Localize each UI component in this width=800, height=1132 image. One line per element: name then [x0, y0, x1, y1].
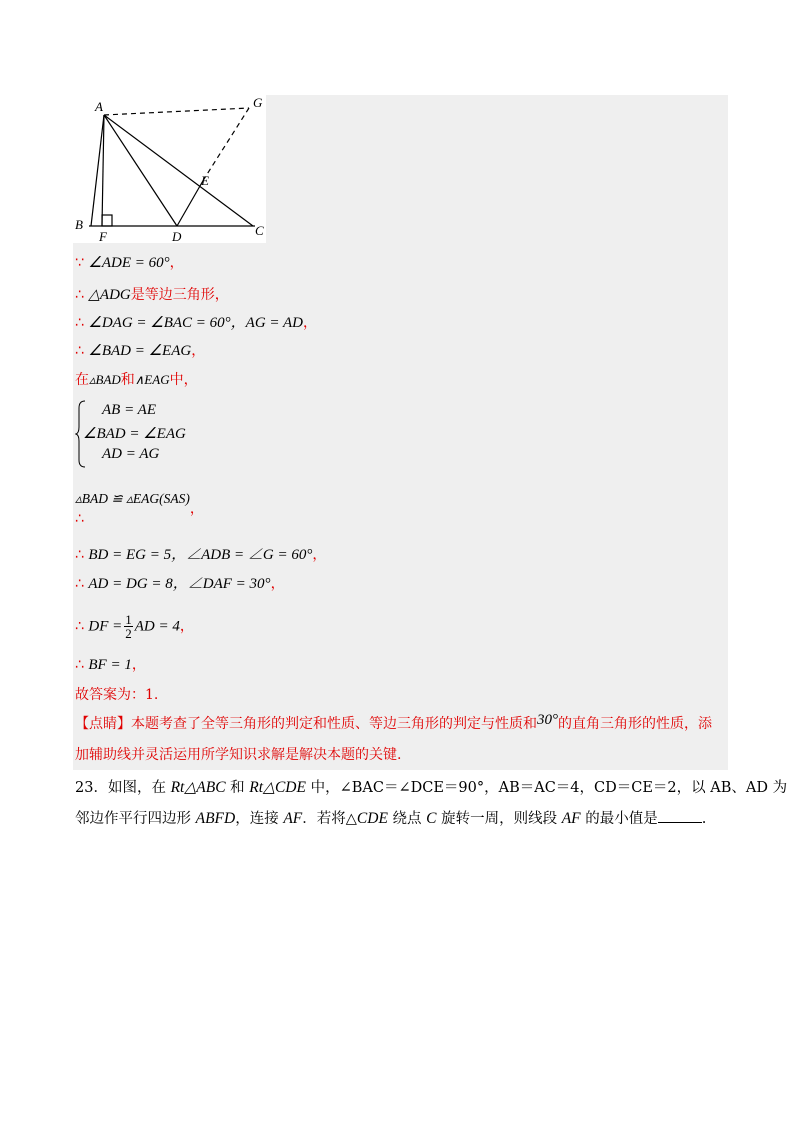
triangle-diagram — [73, 95, 266, 243]
segment-AD — [104, 115, 177, 226]
fraction-one-half: $\frac{1}{2}$ — [125, 612, 132, 641]
right-angle-mark — [102, 215, 112, 226]
comment-line-2: 加辅助线并灵活运用所学知识求解是解决本题的关键. — [75, 747, 402, 763]
label-G: G — [253, 95, 263, 110]
congruence-conditions — [75, 400, 215, 468]
segment-GE — [204, 108, 249, 179]
answer-blank[interactable] — [658, 808, 702, 823]
label-A: A — [95, 99, 103, 114]
geometry-figure — [73, 95, 266, 243]
solution-line-4: ∴ ∠BAD = ∠EAG， — [75, 343, 206, 359]
label-D: D — [172, 229, 182, 243]
solution-line-10: ∴ BF = 1， — [75, 657, 146, 673]
segment-AC — [104, 115, 253, 226]
label-E: E — [201, 173, 209, 188]
question-line-2: 邻边作平行四边形 ABFD，连接 AF．若将△CDE 绕点 C 旋转一周，则线段 AF 的最小值是 . — [75, 810, 707, 827]
solution-line-6: ▵BAD ≌ ▵EAG(SAS)， — [75, 491, 204, 517]
comment-line-1: 【点睛】本题考查了全等三角形的判定和性质、等边三角形的判定与性质和30°的直角三角形的性质，添 — [75, 712, 712, 732]
solution-line-9: ∴ DF = $\frac{1}{2}$ AD = 4， — [75, 612, 194, 641]
solution-line-3: ∴ ∠DAG = ∠BAC = 60°，AG = AD， — [75, 315, 318, 331]
solution-line-8: ∴ AD = DG = 8，∠DAF = 30°， — [75, 576, 285, 592]
solution-line-6-symbol: ∴ — [75, 511, 84, 527]
solution-line-1: ∵ ∠ADE = 60°， — [75, 255, 184, 271]
question-line-1: 23．如图，在 Rt△ABC 和 Rt△CDE 中，∠BAC＝∠DCE＝90°，AB＝AC＝4，CD＝CE＝2，以 AB、AD 为 — [75, 779, 788, 796]
segment-AG — [104, 108, 249, 115]
condition-row-1: AB = AE — [102, 402, 157, 418]
solution-line-2: ∴ △ADG是等边三角形， — [75, 287, 229, 303]
answer-line: 故答案为：1. — [75, 687, 159, 703]
label-B: B — [75, 217, 83, 232]
condition-row-2: ∠BAD = ∠EAG — [83, 426, 186, 442]
segment-DE — [177, 179, 204, 226]
solution-line-7: ∴ BD = EG = 5，∠ADB = ∠G = 60°， — [75, 547, 327, 563]
condition-row-3: AD = AG — [102, 446, 160, 462]
label-C: C — [255, 223, 264, 238]
label-F: F — [99, 229, 107, 243]
solution-line-5: 在▵BAD和∧EAG中， — [75, 372, 198, 388]
